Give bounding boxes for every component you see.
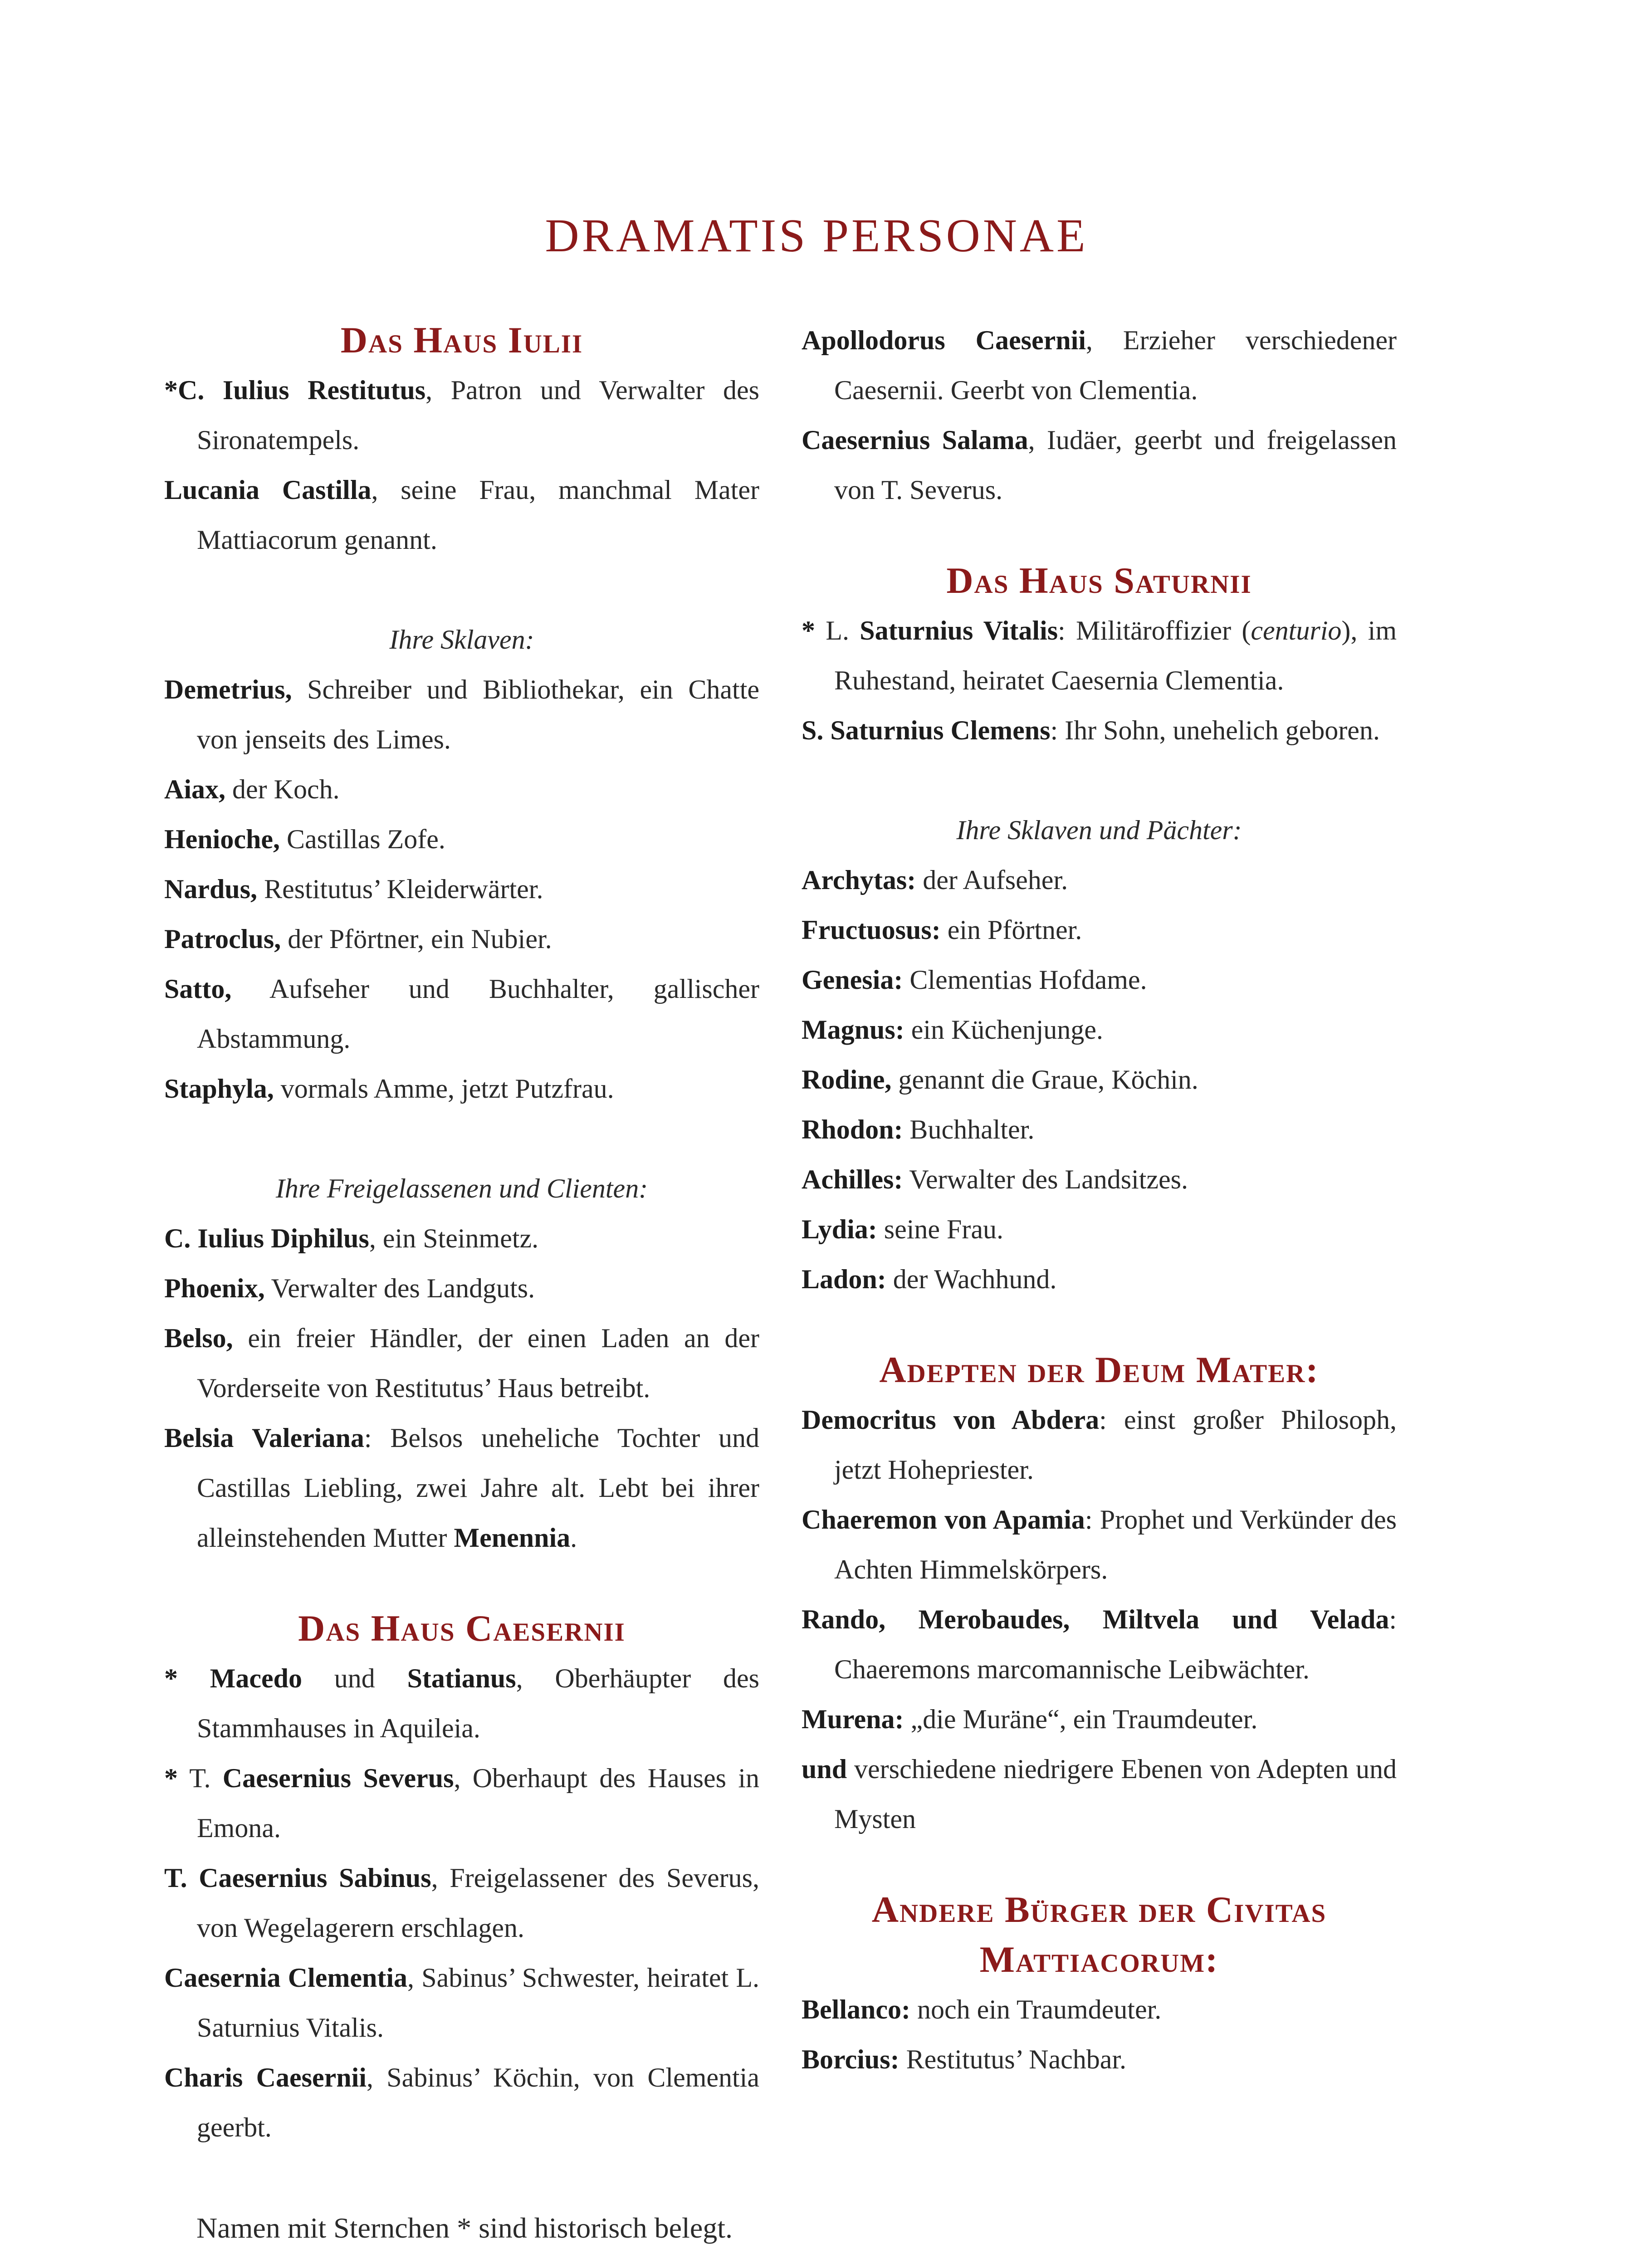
- person-entry: und verschiedene niedrigere Ebenen von Adepten und Mysten: [802, 1754, 1397, 1834]
- person-entry: Lydia: seine Frau.: [802, 1214, 1003, 1244]
- person-entry: * Macedo und Statianus, Oberhäupter des Stammhauses in Aquileia.: [164, 1663, 760, 1743]
- person-entry: Lucania Castilla, seine Frau, manchmal Mater Mattiacorum genannt.: [164, 475, 759, 555]
- person-entry: Fructuosus: ein Pförtner.: [802, 915, 1082, 945]
- person-entry: Democritus von Abdera: einst großer Philosoph, jetzt Hohepriester.: [802, 1405, 1397, 1485]
- person-entry: Staphyla, vormals Amme, jetzt Putzfrau.: [164, 1074, 614, 1104]
- person-entry: Phoenix, Verwalter des Landguts.: [164, 1273, 535, 1303]
- person-entry: Borcius: Restitutus’ Nachbar.: [802, 2044, 1127, 2074]
- person-entry: Satto, Aufseher und Buchhalter, gallischer Abstammung.: [164, 974, 759, 1054]
- person-entry: Archytas: der Aufseher.: [802, 865, 1068, 895]
- person-entry: Rhodon: Buchhalter.: [802, 1114, 1035, 1144]
- subheading-slaves-tenants: Ihre Sklaven und Pächter:: [956, 815, 1242, 845]
- subheading-freedmen: Ihre Freigelassenen und Clienten:: [275, 1173, 648, 1203]
- person-entry: Rodine, genannt die Graue, Köchin.: [802, 1065, 1198, 1095]
- person-entry: Magnus: ein Küchenjunge.: [802, 1015, 1103, 1045]
- person-entry: *C. Iulius Restitutus, Patron und Verwalter des Sironatempels.: [164, 375, 760, 455]
- section-heading-caesernii: Das Haus Caesernii: [298, 1608, 626, 1649]
- person-entry: Patroclus, der Pförtner, ein Nubier.: [164, 924, 552, 954]
- person-entry: Nardus, Restitutus’ Kleiderwärter.: [164, 874, 543, 904]
- person-entry: Apollodorus Caesernii, Erzieher verschiedener Caesernii. Geerbt von Clementia.: [802, 325, 1397, 405]
- subheading-slaves: Ihre Sklaven:: [389, 625, 534, 655]
- person-entry: * T. Caesernius Severus, Oberhaupt des Hauses in Emona.: [164, 1763, 759, 1843]
- person-entry: Demetrius, Schreiber und Bibliothekar, ein Chatte von jenseits des Limes.: [164, 675, 759, 754]
- left-column: [164, 315, 759, 2152]
- person-entry: C. Iulius Diphilus, ein Steinmetz.: [164, 1223, 539, 1253]
- section-heading-adepten: Adepten der Deum Mater:: [879, 1349, 1319, 1390]
- person-entry: Caesernia Clementia, Sabinus’ Schwester, heiratet L. Saturnius Vitalis.: [164, 1963, 759, 2043]
- section-heading-buerger: Andere Bürger der Civitas Mattiacorum:: [871, 1889, 1327, 1980]
- person-entry: Belso, ein freier Händler, der einen Laden an der Vorderseite von Restitutus’ Haus betreibt.: [164, 1323, 759, 1403]
- page-title: DRAMATIS PERSONAE: [545, 210, 1088, 262]
- person-entry: Caesernius Salama, Iudäer, geerbt und freigelassen von T. Severus.: [802, 425, 1397, 505]
- person-entry: Ladon: der Wachhund.: [802, 1264, 1057, 1294]
- person-entry: Charis Caesernii, Sabinus’ Köchin, von Clementia geerbt.: [164, 2063, 759, 2142]
- right-column: [802, 315, 1397, 2084]
- section-heading-iulii: Das Haus Iulii: [340, 319, 583, 361]
- person-entry: Henioche, Castillas Zofe.: [164, 824, 445, 854]
- person-entry: Belsia Valeriana: Belsos uneheliche Tochter und Castillas Liebling, zwei Jahre alt. Lebt bei ihrer alleinstehenden Mutter Menennia.: [164, 1423, 759, 1553]
- person-entry: * L. Saturnius Vitalis: Militäroffizier (centurio), im Ruhestand, heiratet Caesernia Clementia.: [802, 616, 1397, 695]
- person-entry: Achilles: Verwalter des Landsitzes.: [802, 1164, 1188, 1194]
- person-entry: Bellanco: noch ein Traumdeuter.: [802, 1994, 1162, 2024]
- section-heading-saturnii: Das Haus Saturnii: [946, 560, 1252, 601]
- person-entry: Murena: „die Muräne“, ein Traumdeuter.: [802, 1704, 1258, 1734]
- person-entry: Genesia: Clementias Hofdame.: [802, 965, 1147, 995]
- person-entry: Aiax, der Koch.: [164, 774, 340, 804]
- person-entry: S. Saturnius Clemens: Ihr Sohn, unehelich geboren.: [802, 715, 1380, 745]
- footnote: Namen mit Sternchen * sind historisch belegt.: [196, 2212, 733, 2244]
- person-entry: T. Caesernius Sabinus, Freigelassener des Severus, von Wegelagerern erschlagen.: [164, 1863, 759, 1943]
- person-entry: Rando, Merobaudes, Miltvela und Velada: Chaeremons marcomannische Leibwächter.: [802, 1604, 1397, 1684]
- person-entry: Chaeremon von Apamia: Prophet und Verkünder des Achten Himmelskörpers.: [802, 1505, 1397, 1584]
